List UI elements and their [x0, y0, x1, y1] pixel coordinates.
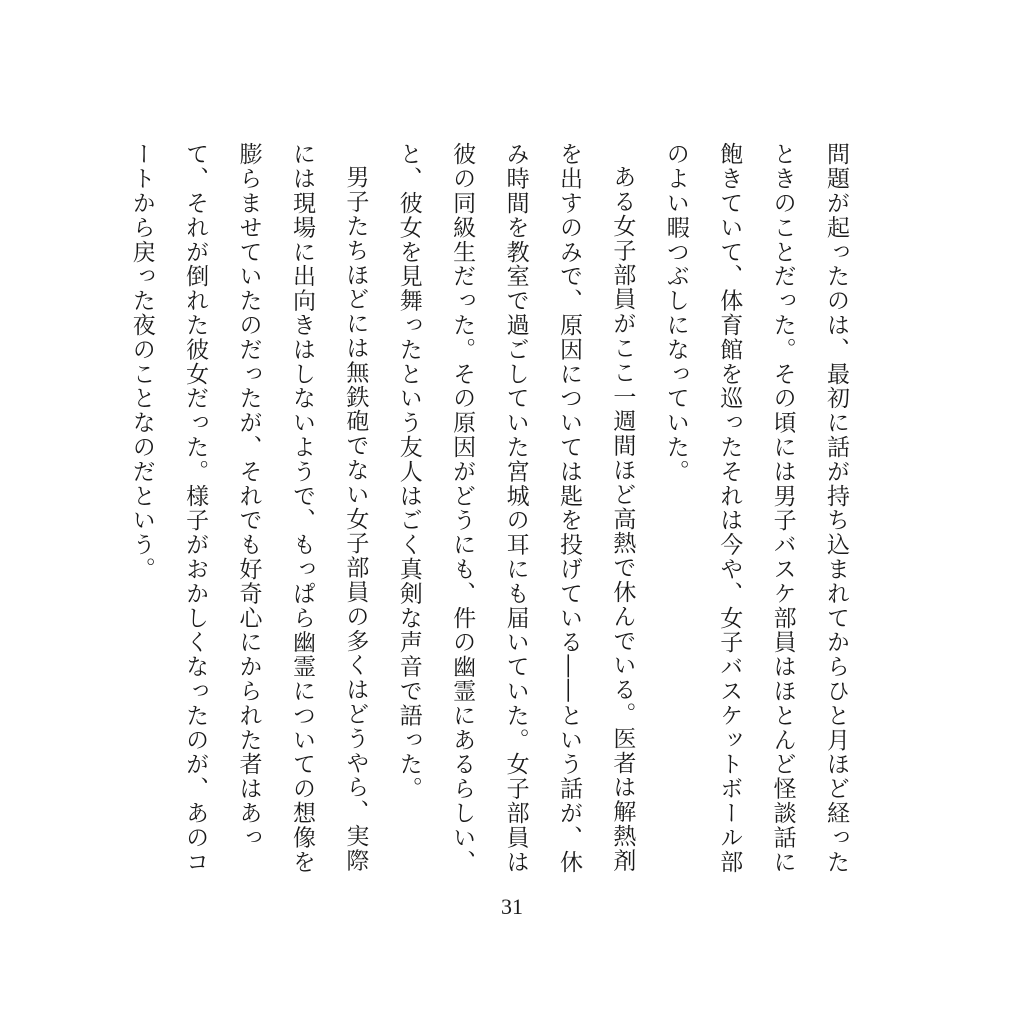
body-text: [128, 142, 862, 882]
paragraph-2: ある女子部員がここ一週間ほど高熱で休んでいる。医者は解熱剤を出すのみで、原因については匙を投げている――という話が、休み時間を教室で過ごしていた宮城の耳にも届いていた。女子部員は彼の同級生だった。その原因がどうにも、件の幽霊にあるらしい、と、彼女を見舞ったという友人はごく真剣な声音で語った。: [395, 142, 636, 874]
paragraph-3: 男子たちほどには無鉄砲でない女子部員の多くはどうやら、実際には現場に出向きはしないようで、もっぱら幽霊についての想像を膨らませていたのだったが、それでも好奇心にかられた者はあって、それが倒れた彼女だった。様子がおかしくなったのが、あのコートから戻った夜のことなのだという。: [128, 142, 369, 874]
page-number: 31: [501, 894, 523, 919]
paragraph-1: 問題が起ったのは、最初に話が持ち込まれてからひと月ほど経ったときのことだった。その頃には男子バスケ部員はほとんど怪談話に飽きていて、体育館を巡ったそれは今や、女子バスケットボール部のよい暇つぶしになっていた。: [662, 142, 849, 874]
